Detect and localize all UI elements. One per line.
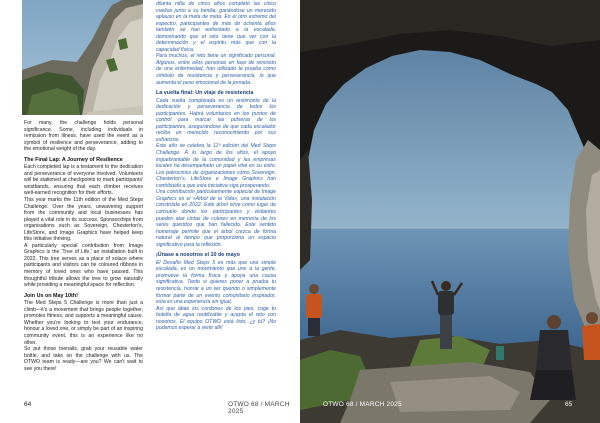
- spanish-paragraph: Para muchos, el reto tiene un significado personal. Algunos, entre ellos personas en fase de remisión de una enfermedad, han utilizado la prueba como símbolo de resistencia y perseverancia, lo que aumenta el peso emocional de la jornada.: [156, 53, 276, 86]
- body-paragraph: The Med Steps 5 Challenge is more than just a climb—it's a movement that brings people together, promotes fitness, and supports a meaningful cause. Whether you're looking to test your endurance, honour a loved one, or simply be part of an inspiring community event, this is an experience like no other.: [24, 300, 143, 346]
- section-heading-join-us: Join Us on May 10th!: [24, 292, 78, 299]
- spanish-paragraph: dilanta niña de cinco años completó las cinco vueltas junto a su familia, ganándose un merecido aplauso en la meta de meta. En el otro extremo del espectro, participantes de más de ochenta años también se han enfrentado a la escalada, demostrando que el reto tiene que ver con la determinación y el espíritu más que con la capacidad física.: [156, 1, 276, 53]
- spanish-column: [156, 1, 276, 332]
- issue-footer: OTWO 68 / MARCH 2025: [323, 401, 402, 408]
- body-paragraph: Each completed lap is a testament to the dedication and perseverance of everyone involved. Volunteers will be stationed at checkpoints to mark participants' wristbands, ensuring that each climber receives well-earned recognition for their efforts.: [24, 164, 143, 197]
- page-number: 65: [565, 401, 573, 408]
- spanish-paragraph: Así que átate los cordones de los pies, coge tu botella de agua reutilizable y acepta el reto con nosotros. El equipo OTWO está listo, ¿y tú? ¡No podemos esperar a verte allí!: [156, 305, 276, 332]
- spanish-paragraph: Una contribución particularmente especial de Image Graphics es el «Árbol de la Vida», una instalación construida en 2022. Este árbol sirve como lugar de consuelo donde los participantes y visitantes pueden atar cintas de colores en memoria de los seres queridos que han fallecido. Este sentido homenaje permite que el árbol crezca de forma natural al tiempo que proporciona un espacio significativo para la reflexión.: [156, 189, 276, 248]
- intro-paragraph: For many, the challenge holds personal significance. Some, including individuals in remission from illness, have used the event as a symbol of resilience and perseverance, adding to the emotional weight of the day.: [24, 120, 143, 153]
- cave-view-photo: [300, 0, 600, 423]
- spanish-paragraph: Cada vuelta completada es un testimonio de la dedicación y perseverancia de todos los participantes. Habrá voluntarios en los puntos de control para marcar las pulseras de los participantes, asegurándose de que cada escalador reciba un merecido reconocimiento por sus esfuerzos.: [156, 97, 276, 143]
- body-paragraph: This year marks the 11th edition of the Med Steps Challenge. Over the years, unwavering support from the community and local businesses has played a vital role in its success. Sponsorships from organisations such as Sovereign, Chesterton's, LifeStore, and Image Graphics have helped keep this initiative thriving.: [24, 197, 143, 243]
- right-page: [300, 0, 600, 423]
- body-paragraph: A particularly special contribution from Image Graphics is the 'Tree of Life,' an installation built in 2022. This tree serves as a place of solace where participants and visitors can tie coloured ribbons in memory of loved ones who have passed. This thoughtful tribute allows the tree to grow naturally while providing a meaningful space for reflection.: [24, 242, 143, 289]
- spanish-paragraph: Este año se celebra la 11ª edición del Med Steps Challenge. A lo largo de los años, el apoyo inquebrantable de la comunidad y las empresas locales ha desempeñado un papel vital en su éxito. Los patrocinios de organizaciones como Sovereign, Chesterton's, LifeStore e Image Graphics han contribuido a que esta iniciativa siga prosperando.: [156, 143, 276, 189]
- english-column: [24, 120, 143, 372]
- section-heading-final-lap: The Final Lap: A Journey of Resilience: [24, 156, 123, 163]
- cliff-photo: [22, 0, 143, 115]
- spanish-paragraph: El Desafío Med Steps 5 es más que una simple escalada, es un movimiento que une a la gente, promueve la forma física y apoya una causa significativa. Tanto si quieres poner a prueba tu resistencia, honrar a un ser querido o simplemente formar parte de un evento comunitario inspirador, esta es una experiencia sin igual.: [156, 259, 276, 306]
- spanish-heading-join-us: ¡Únase a nosotros el 10 de mayo: [156, 252, 240, 259]
- page-number: 64: [24, 401, 32, 408]
- issue-footer: OTWO 68 / MARCH 2025: [228, 401, 290, 415]
- spanish-heading-final-lap: La vuelta final: Un viaje de resistencia: [156, 90, 254, 97]
- body-paragraph: So put those toenails, grab your reusable water bottle, and take on the challenge with us. The OTWO team is ready—are you? We can't wait to see you there!: [24, 346, 143, 372]
